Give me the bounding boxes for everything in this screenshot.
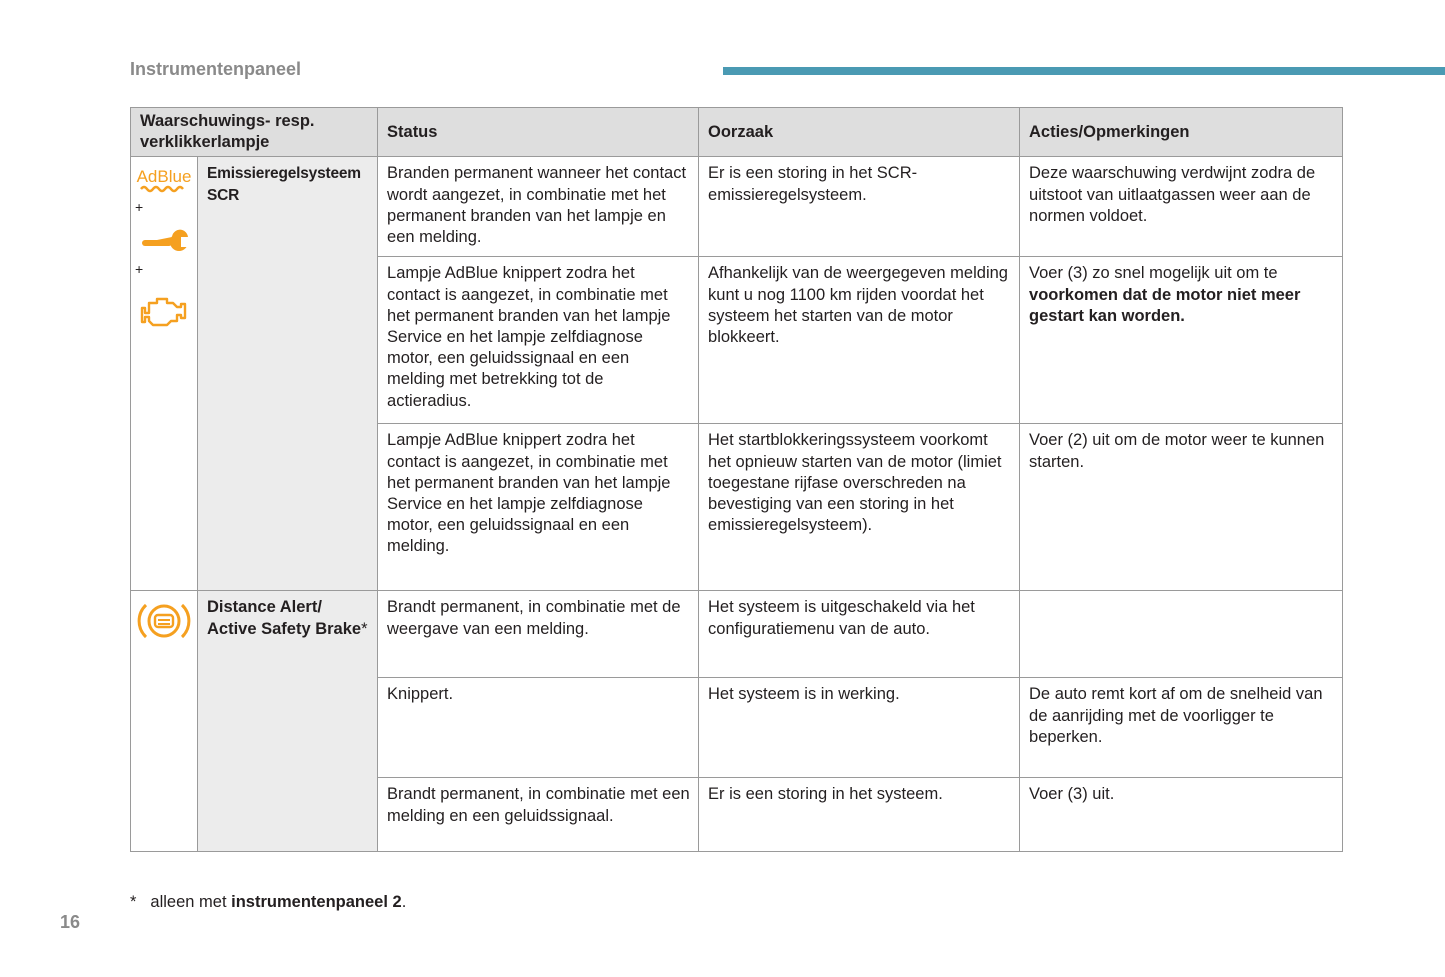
- header-status: Status: [378, 108, 699, 157]
- warning-lamp-table: [130, 107, 1343, 852]
- wrench-icon: [139, 229, 189, 255]
- action-cell: [1020, 591, 1343, 678]
- plus-sign: +: [135, 261, 144, 278]
- action-cell: De auto remt kort af om de snelheid van de aanrijding met de voorligger te beperken.: [1020, 678, 1343, 778]
- lamp-name-scr: Emissieregelsysteem SCR: [198, 157, 378, 591]
- table-row: [131, 591, 1343, 678]
- plus-sign: +: [135, 199, 144, 216]
- header-cause: Oorzaak: [699, 108, 1020, 157]
- status-cell: Lampje AdBlue knippert zodra het contact is aangezet, in combinatie met het permanent branden van het lampje Service en het lampje zelfdiagnose motor, een geluidssignaal en een melding met betrekking tot de actieradius.: [378, 257, 699, 424]
- scr-icons-cell: [131, 157, 198, 591]
- cause-cell: Het systeem is in werking.: [699, 678, 1020, 778]
- action-emphasis: voorkomen dat de motor niet meer gestart kan worden.: [1029, 285, 1301, 325]
- lamp-name-text: Distance Alert/ Active Safety Brake: [207, 598, 362, 638]
- cause-cell: Er is een storing in het SCR-emissieregelsysteem.: [699, 157, 1020, 257]
- action-cell: Deze waarschuwing verdwijnt zodra de uitstoot van uitlaatgassen weer aan de normen voldoet.: [1020, 157, 1343, 257]
- status-cell: Branden permanent wanneer het contact wordt aangezet, in combinatie met het permanent branden van het lampje en een melding.: [378, 157, 699, 257]
- active-safety-brake-icon: [136, 599, 192, 643]
- footnote-emphasis: instrumentenpaneel 2: [231, 893, 402, 911]
- adblue-icon: [135, 165, 193, 193]
- cause-cell: Afhankelijk van de weergegeven melding kunt u nog 1100 km rijden voordat het systeem het starten van de motor blokkeert.: [699, 257, 1020, 424]
- footnote: [130, 893, 406, 912]
- header-lamp: Waarschuwings- resp. verklikkerlampje: [131, 108, 378, 157]
- status-cell: Knippert.: [378, 678, 699, 778]
- section-title: Instrumentenpaneel: [130, 59, 302, 79]
- asb-icon-cell: [131, 591, 198, 852]
- action-cell: [1020, 257, 1343, 424]
- cause-cell: Het systeem is uitgeschakeld via het configuratiemenu van de auto.: [699, 591, 1020, 678]
- action-cell: Voer (3) uit.: [1020, 778, 1343, 852]
- cause-cell: Er is een storing in het systeem.: [699, 778, 1020, 852]
- footnote-text: alleen met: [150, 893, 232, 911]
- cause-cell: Het startblokkeringssysteem voorkomt het opnieuw starten van de motor (limiet toegestane rijfase overschreden na bevestiging van een storing in het emissieregelsysteem).: [699, 424, 1020, 591]
- svg-text:AdBlue: AdBlue: [136, 167, 192, 187]
- table-header-row: [131, 108, 1343, 157]
- footnote-star: *: [130, 893, 137, 911]
- lamp-name-asb: [198, 591, 378, 852]
- page-number: 16: [60, 912, 81, 932]
- status-cell: Brandt permanent, in combinatie met de weergave van een melding.: [378, 591, 699, 678]
- action-cell: Voer (2) uit om de motor weer te kunnen starten.: [1020, 424, 1343, 591]
- section-accent-bar: [723, 67, 1445, 75]
- engine-icon: [139, 291, 189, 331]
- status-cell: Lampje AdBlue knippert zodra het contact is aangezet, in combinatie met het permanent branden van het lampje Service en het lampje zelfdiagnose motor, een geluidssignaal en een melding.: [378, 424, 699, 591]
- footnote-marker: *: [361, 619, 368, 638]
- status-cell: Brandt permanent, in combinatie met een melding en een geluidssignaal.: [378, 778, 699, 852]
- header-actions: Acties/Opmerkingen: [1020, 108, 1343, 157]
- table-row: [131, 157, 1343, 257]
- footnote-end: .: [401, 893, 407, 911]
- action-text: Voer (3) zo snel mogelijk uit om te: [1029, 264, 1278, 283]
